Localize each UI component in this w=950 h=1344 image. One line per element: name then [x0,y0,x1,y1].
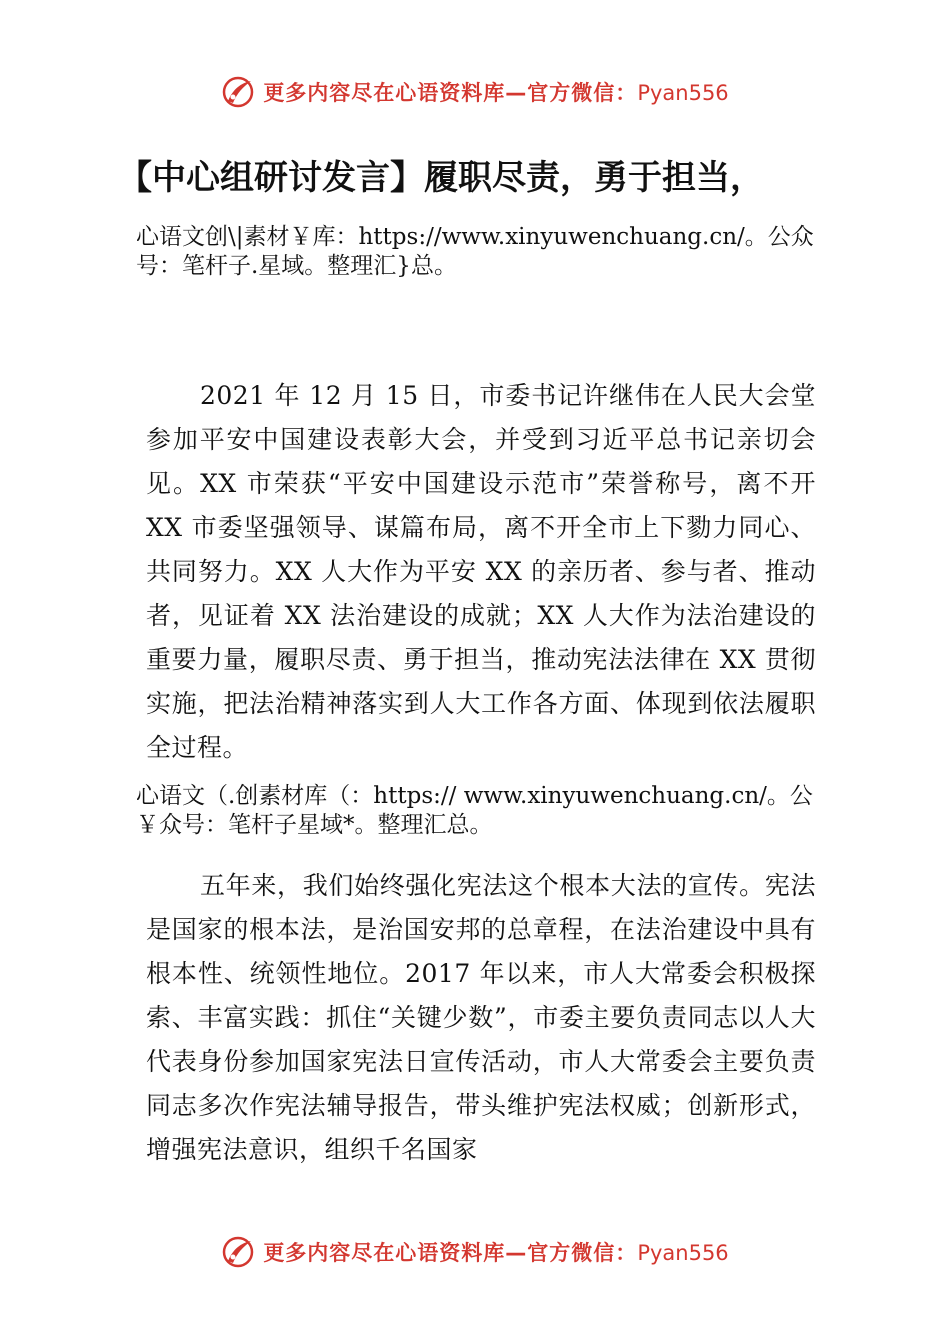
banner-wechat-id: Pyan556 [637,1241,729,1265]
source-note: 心语文（.创素材库（：https:// www.xinyuwenchuang.cn/。公￥众号：笔杆子星域*。整理汇总。 [136,783,813,838]
banner-wechat-id: Pyan556 [637,81,729,105]
document-title: 【中心组研讨发言】履职尽责，勇于担当， [118,158,764,198]
brand-logo-icon [221,75,255,109]
banner-text [263,1237,728,1267]
footer-banner [0,1232,950,1272]
banner-slogan: 更多内容尽在心语资料库—官方微信： [263,1241,638,1265]
body-paragraph: 2021 年 12 月 15 日，市委书记许继伟在人民大会堂参加平安中国建设表彰大会，并受到习近平总书记亲切会见。XX 市荣获“平安中国建设示范市”荣誉称号，离不开 XX 市委坚强领导、谋篇布局，离不开全市上下勠力同心、共同努力。XX 人大作为平安 XX 的亲历者、参与者、推动者，见证着 XX 法治建设的成就；XX 人大作为法治建设的重要力量，履职尽责、勇于担当，推动宪法法律在 XX 贯彻实施，把法治精神落实到人大工作各方面、体现到依法履职全过程。 [146,381,816,762]
body-paragraph: 五年来，我们始终强化宪法这个根本大法的宣传。宪法是国家的根本法，是治国安邦的总章程，在法治建设中具有根本性、统领性地位。2017 年以来，市人大常委会积极探索、丰富实践：抓住“关键少数”，市委主要负责同志以人大代表身份参加国家宪法日宣传活动，市人大常委会主要负责同志多次作宪法辅导报告，带头维护宪法权威；创新形式，增强宪法意识，组织千名国家 [146,871,816,1164]
banner-text [263,77,728,107]
brand-logo-icon [221,1235,255,1269]
source-note: 心语文创\|素材￥库：https://www.xinyuwenchuang.cn/。公众号：笔杆子.星域。整理汇}总。 [136,224,814,279]
banner-slogan: 更多内容尽在心语资料库—官方微信： [263,81,638,105]
header-banner [0,72,950,112]
